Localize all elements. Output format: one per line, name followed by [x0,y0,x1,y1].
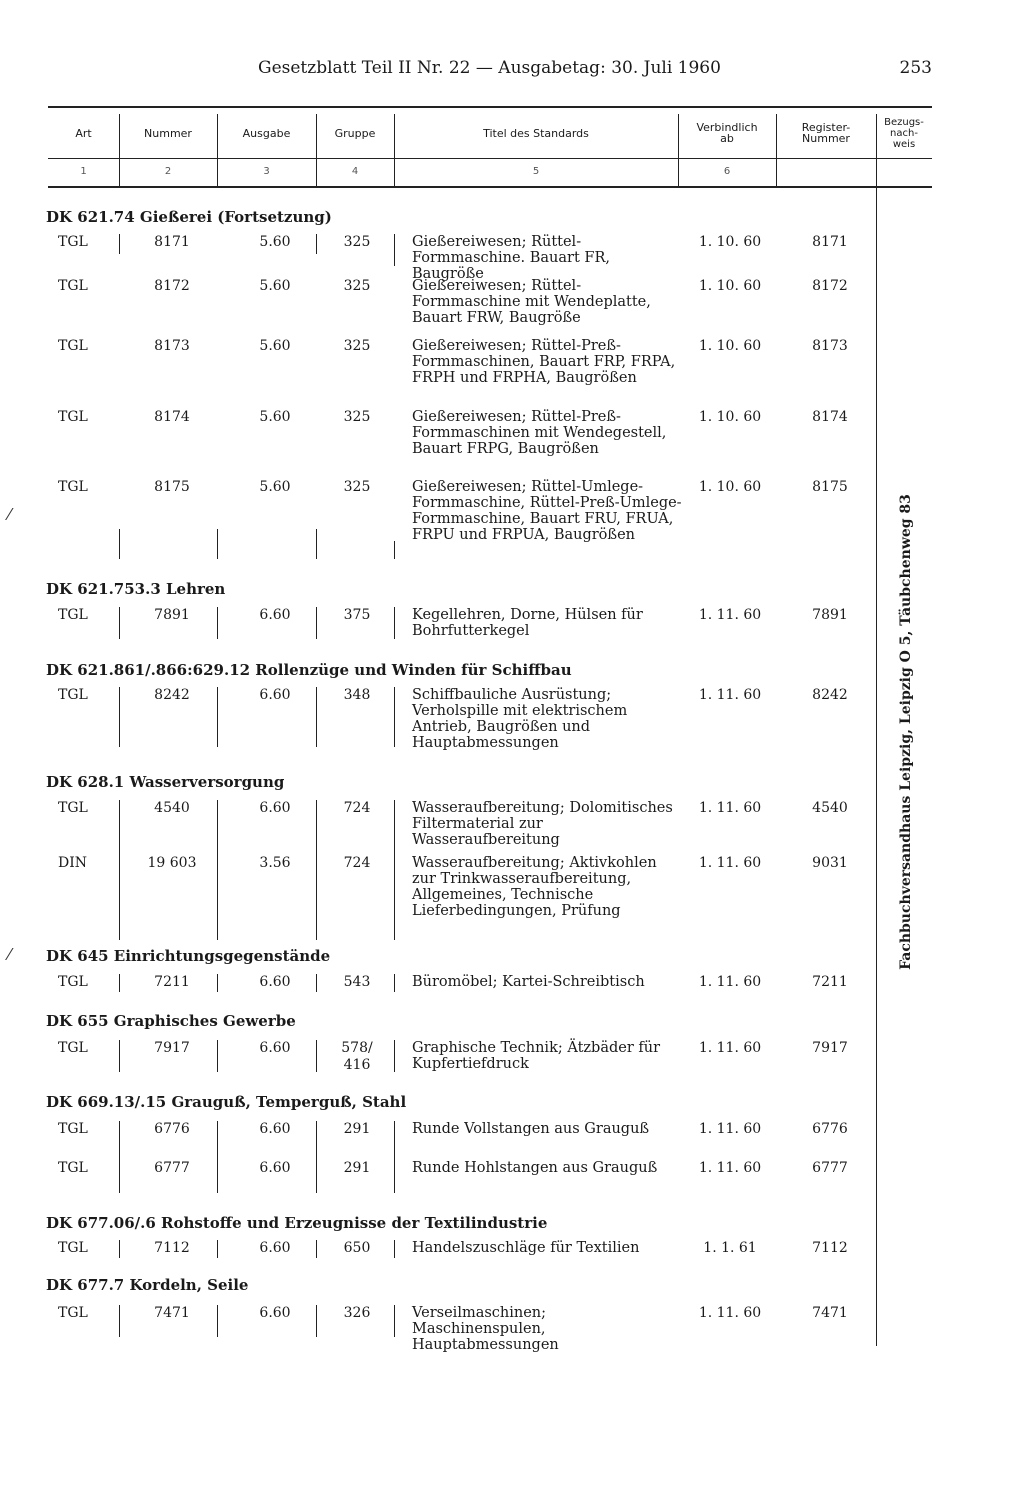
cell-titel: Runde Vollstangen aus Grauguß [412,1121,650,1137]
col-header-register: Register- Nummer [801,121,851,145]
cell-gruppe: 291 [343,1121,371,1137]
cell-nummer: 4540 [154,800,190,816]
cell-gruppe: 325 [343,234,371,250]
cell-ausgabe: 5.60 [259,234,291,250]
section-heading: DK 621.753.3 Lehren [46,580,226,598]
cell-art: TGL [58,1240,88,1256]
cell-art: TGL [58,1305,88,1321]
cell-register: 7112 [812,1240,848,1256]
header-divider [48,158,932,159]
cell-nummer: 8242 [154,687,190,703]
cell-nummer: 8173 [154,338,190,354]
cell-titel: Wasseraufbereitung; Dolomitisches Filtermaterial zur Wasseraufbereitung [412,800,673,848]
cell-verbindlich: 1. 11. 60 [698,800,762,816]
margin-mark: ⁄ [8,505,11,524]
cell-verbindlich: 1. 11. 60 [698,974,762,990]
row-rule [217,687,218,747]
cell-titel: Gießereiwesen; Rüttel-Preß-Formmaschinen mit Wendegestell, Bauart FRPG, Baugrößen [412,409,667,457]
section-heading: DK 621.861/.866:629.12 Rollenzüge und Winden für Schiffbau [46,661,572,679]
cell-ausgabe: 6.60 [259,1160,291,1176]
cell-gruppe: 348 [343,687,371,703]
section-heading: DK 677.7 Kordeln, Seile [46,1276,249,1294]
cell-gruppe: 325 [343,409,371,425]
cell-nummer: 8172 [154,278,190,294]
row-rule [119,1240,120,1258]
cell-titel: Handelszuschläge für Textilien [412,1240,640,1256]
row-rule [316,529,317,559]
col-number: 4 [351,165,359,177]
cell-ausgabe: 6.60 [259,607,291,623]
cell-register: 8172 [812,278,848,294]
col-header-verbindlich: Verbindlich ab [696,121,758,145]
cell-art: TGL [58,409,88,425]
row-rule [394,1305,395,1337]
cell-gruppe: 325 [343,338,371,354]
cell-verbindlich: 1. 11. 60 [698,1305,762,1321]
cell-verbindlich: 1. 11. 60 [698,607,762,623]
cell-gruppe: 543 [343,974,371,990]
row-rule [217,800,218,940]
cell-nummer: 7917 [154,1040,190,1056]
row-rule [316,1121,317,1193]
cell-nummer: 8175 [154,479,190,495]
cell-register: 7917 [812,1040,848,1056]
col-header-bezug: Bezugs- nach- weis [884,116,924,150]
cell-nummer: 8174 [154,409,190,425]
cell-art: TGL [58,338,88,354]
cell-verbindlich: 1. 10. 60 [698,234,762,250]
cell-gruppe: 325 [343,479,371,495]
cell-nummer: 7891 [154,607,190,623]
cell-verbindlich: 1. 11. 60 [698,687,762,703]
cell-nummer: 6777 [154,1160,190,1176]
section-heading: DK 655 Graphisches Gewerbe [46,1012,296,1030]
cell-art: TGL [58,234,88,250]
row-rule [316,1240,317,1258]
row-rule [394,800,395,940]
cell-ausgabe: 5.60 [259,409,291,425]
cell-verbindlich: 1. 11. 60 [698,1121,762,1137]
cell-ausgabe: 5.60 [259,278,291,294]
page-header [0,58,1024,86]
cell-gruppe: 724 [343,855,371,871]
row-rule [217,1240,218,1258]
cell-art: TGL [58,1040,88,1056]
cell-verbindlich: 1. 10. 60 [698,409,762,425]
row-rule [217,1305,218,1337]
section-heading: DK 628.1 Wasserversorgung [46,773,285,791]
cell-gruppe: 578/ 416 [341,1040,373,1073]
cell-ausgabe: 6.60 [259,800,291,816]
row-rule [119,974,120,992]
page-number: 253 [899,58,932,78]
row-rule [316,974,317,992]
row-rule [394,687,395,747]
cell-art: TGL [58,974,88,990]
col-number: 1 [80,165,87,177]
cell-art: TGL [58,607,88,623]
row-rule [119,1305,120,1337]
row-rule [394,1121,395,1193]
cell-gruppe: 326 [343,1305,371,1321]
row-rule [316,607,317,639]
col-header-gruppe: Gruppe [334,126,376,140]
row-rule [394,974,395,992]
row-rule [119,234,120,254]
cell-nummer: 8171 [154,234,190,250]
cell-art: TGL [58,1121,88,1137]
row-rule [316,1305,317,1337]
cell-register: 8171 [812,234,848,250]
row-rule [119,1121,120,1193]
cell-register: 9031 [812,855,848,871]
col-header-nummer: Nummer [144,126,192,140]
cell-nummer: 7471 [154,1305,190,1321]
row-rule [394,1040,395,1072]
cell-register: 7211 [812,974,848,990]
row-rule [217,1040,218,1072]
cell-titel: Wasseraufbereitung; Aktivkohlen zur Trinkwasseraufbereitung, Allgemeines, Technische Lieferbedingungen, Prüfung [412,855,657,919]
cell-art: TGL [58,800,88,816]
table-header [48,106,932,188]
row-rule [394,234,395,266]
cell-register: 8242 [812,687,848,703]
cell-titel: Büromöbel; Kartei-Schreibtisch [412,974,645,990]
section-heading: DK 621.74 Gießerei (Fortsetzung) [46,208,332,226]
bezug-column-border [876,186,877,1346]
row-rule [394,1240,395,1258]
row-rule [217,529,218,559]
cell-titel: Kegellehren, Dorne, Hülsen für Bohrfutterkegel [412,607,643,639]
cell-register: 8174 [812,409,848,425]
section-heading: DK 669.13/.15 Grauguß, Temperguß, Stahl [46,1093,407,1111]
header-title: Gesetzblatt Teil II Nr. 22 — Ausgabetag: 30. Juli 1960 [258,58,721,78]
cell-register: 7891 [812,607,848,623]
row-rule [217,607,218,639]
cell-titel: Schiffbauliche Ausrüstung; Verholspille mit elektrischem Antrieb, Baugrößen und Hauptabmessungen [412,687,628,751]
cell-ausgabe: 6.60 [259,1240,291,1256]
cell-art: TGL [58,1160,88,1176]
cell-verbindlich: 1. 11. 60 [698,1040,762,1056]
cell-ausgabe: 5.60 [259,479,291,495]
row-rule [119,607,120,639]
cell-nummer: 7112 [154,1240,190,1256]
cell-titel: Gießereiwesen; Rüttel-Formmaschine mit Wendeplatte, Bauart FRW, Baugröße [412,278,651,326]
cell-register: 7471 [812,1305,848,1321]
row-rule [217,974,218,992]
cell-register: 8173 [812,338,848,354]
cell-gruppe: 291 [343,1160,371,1176]
cell-art: DIN [58,855,88,871]
col-number: 5 [532,165,540,177]
cell-art: TGL [58,278,88,294]
cell-ausgabe: 6.60 [259,1305,291,1321]
cell-titel: Gießereiwesen; Rüttel-Preß-Formmaschinen, Bauart FRP, FRPA, FRPH und FRPHA, Baugrößen [412,338,676,386]
row-rule [217,1121,218,1193]
cell-titel: Gießereiwesen; Rüttel-Umlege-Formmaschine, Rüttel-Preß-Umlege-Formmaschine, Bauart FRU, FRUA, FRPU und FRPUA, Baugrößen [412,479,682,543]
cell-nummer: 7211 [154,974,190,990]
cell-nummer: 6776 [154,1121,190,1137]
cell-verbindlich: 1. 10. 60 [698,479,762,495]
cell-titel: Runde Hohlstangen aus Grauguß [412,1160,658,1176]
cell-gruppe: 325 [343,278,371,294]
cell-register: 4540 [812,800,848,816]
cell-verbindlich: 1. 11. 60 [698,855,762,871]
row-rule [316,800,317,940]
cell-register: 6777 [812,1160,848,1176]
cell-titel: Graphische Technik; Ätzbäder für Kupfertiefdruck [412,1040,661,1072]
section-heading: DK 645 Einrichtungsgegenstände [46,947,331,965]
row-rule [394,541,395,559]
row-rule [119,1040,120,1072]
cell-ausgabe: 6.60 [259,687,291,703]
cell-gruppe: 650 [343,1240,371,1256]
cell-ausgabe: 6.60 [259,1121,291,1137]
row-rule [316,1040,317,1072]
cell-register: 8175 [812,479,848,495]
cell-verbindlich: 1. 1. 61 [703,1240,757,1256]
cell-titel: Gießereiwesen; Rüttel-Formmaschine. Bauart FR, Baugröße [412,234,610,282]
cell-verbindlich: 1. 10. 60 [698,278,762,294]
margin-mark: ⁄ [8,945,11,964]
section-heading: DK 677.06/.6 Rohstoffe und Erzeugnisse der Textilindustrie [46,1214,548,1232]
row-rule [394,607,395,639]
cell-ausgabe: 3.56 [259,855,291,871]
cell-art: TGL [58,687,88,703]
row-rule [119,687,120,747]
col-number: 3 [263,165,270,177]
cell-titel: Verseilmaschinen; Maschinenspulen, Hauptabmessungen [412,1305,559,1353]
cell-art: TGL [58,479,88,495]
row-rule [316,234,317,254]
col-header-ausgabe: Ausgabe [242,126,291,140]
row-rule [316,687,317,747]
cell-nummer: 19 603 [147,855,197,871]
col-number: 6 [723,165,731,177]
cell-verbindlich: 1. 10. 60 [698,338,762,354]
cell-register: 6776 [812,1121,848,1137]
cell-verbindlich: 1. 11. 60 [698,1160,762,1176]
row-rule [119,800,120,940]
cell-ausgabe: 5.60 [259,338,291,354]
col-number: 2 [164,165,172,177]
col-header-titel: Titel des Standards [483,126,589,140]
cell-gruppe: 724 [343,800,371,816]
cell-gruppe: 375 [343,607,371,623]
cell-ausgabe: 6.60 [259,1040,291,1056]
row-rule [119,529,120,559]
cell-ausgabe: 6.60 [259,974,291,990]
col-header-art: Art [75,126,92,140]
